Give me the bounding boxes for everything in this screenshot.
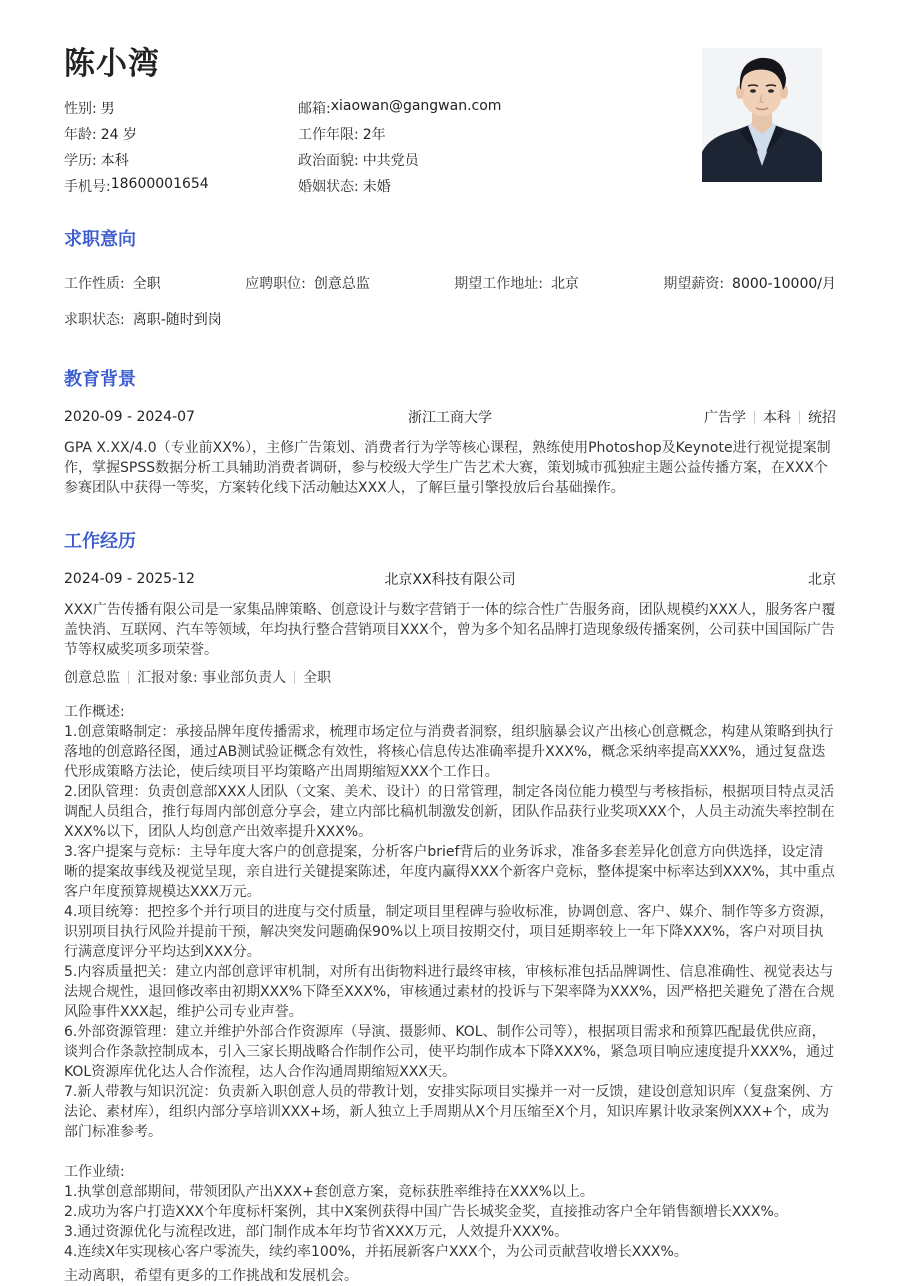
spacer bbox=[64, 1142, 836, 1162]
role-tags bbox=[64, 667, 331, 687]
gender-field bbox=[64, 98, 298, 118]
job-status-row bbox=[64, 309, 836, 329]
location-field bbox=[454, 273, 579, 293]
work-period: 2024-09 - 2025-12 bbox=[64, 571, 195, 587]
divider bbox=[294, 671, 295, 684]
personal-info bbox=[64, 95, 624, 199]
achievement-item: 1.执掌创意部期间，带领团队产出XXX+套创意方案，竞标获胜率维持在XXX%以上。 bbox=[64, 1184, 594, 1200]
major: 广告学 bbox=[704, 410, 746, 426]
education-header bbox=[64, 407, 836, 427]
work-header bbox=[64, 569, 836, 589]
years-value: 2年 bbox=[362, 127, 386, 143]
education-description bbox=[64, 438, 836, 498]
job-status-label: 求职状态: bbox=[64, 312, 125, 328]
phone-value[interactable]: 18600001654 bbox=[110, 176, 209, 192]
overview-item: 6.外部资源管理：建立并维护外部合作资源库（导演、摄影师、KOL、制作公司等），根据项目需求和预算匹配最优供应商，谈判合作条款控制成本，引入三家长期战略合作制作公司，使平均制作成本下降XXX%，紧急项目响应速度提升XXX%，通过KOL资源库优化达人合作流程，达人合作沟通周期缩短XXX天。 bbox=[64, 1024, 835, 1080]
job-type-field bbox=[64, 273, 161, 293]
email-value[interactable]: xiaowan@gangwan.com bbox=[330, 98, 502, 114]
leave-reason: 主动离职，希望有更多的工作挑战和发展机会。 bbox=[64, 1268, 358, 1284]
salary-value: 8000-10000/月 bbox=[732, 276, 836, 292]
degree: 本科 bbox=[763, 410, 791, 426]
company-description bbox=[64, 600, 836, 660]
section-title-education: 教育背景 bbox=[64, 369, 136, 390]
achievement-item: 4.连续X年实现核心客户零流失，续约率100%，并拓展新客户XXX个，为公司贡献营收增长XXX%。 bbox=[64, 1244, 688, 1260]
politics-label: 政治面貌: bbox=[298, 153, 359, 169]
divider bbox=[128, 671, 129, 684]
salary-label: 期望薪资: bbox=[663, 276, 725, 292]
overview-item: 3.客户提案与竞标：主导年度大客户的创意提案，分析客户brief背后的业务诉求，准备多套差异化创意方向供选择，设定清晰的提案故事线及视觉呈现，亲自进行关键提案陈述，年度内赢得XXX个新客户竞标，整体提案中标率达到XXX%，其中重点客户年度预算规模达XXX万元。 bbox=[64, 844, 835, 900]
position-value: 创意总监 bbox=[313, 276, 370, 292]
role-title: 创意总监 bbox=[64, 670, 120, 686]
gender-value: 男 bbox=[100, 101, 115, 117]
company-description-text: XXX广告传播有限公司是一家集品牌策略、创意设计与数字营销于一体的综合性广告服务商，团队规模约XXX人，服务客户覆盖快消、互联网、汽车等领域，年均执行整合营销项目XXX个，曾为多个知名品牌打造现象级传播案例，公司获中国国际广告节等权威奖项多项荣誉。 bbox=[64, 602, 836, 658]
section-title-work: 工作经历 bbox=[64, 531, 136, 552]
report-to: 汇报对象: 事业部负责人 bbox=[137, 670, 287, 686]
phone-field bbox=[64, 176, 298, 196]
overview-title: 工作概述: bbox=[64, 704, 125, 720]
overview-item: 4.项目统筹：把控多个并行项目的进度与交付质量，制定项目里程碑与验收标准，协调创意、客户、媒介、制作等多方资源，识别项目执行风险并提前干预，解决突发问题确保90%以上项目按期交付，项目延期率较上一年下降XXX%，客户对项目执行满意度评分平均达到XXX分。 bbox=[64, 904, 834, 960]
job-status-value: 离职-随时到岗 bbox=[132, 312, 222, 328]
salary-field bbox=[663, 273, 836, 293]
position-label: 应聘职位: bbox=[245, 276, 306, 292]
work-details bbox=[64, 702, 836, 1286]
email-field bbox=[298, 98, 501, 118]
marital-value: 未婚 bbox=[362, 179, 391, 195]
avatar-portrait bbox=[702, 48, 822, 182]
politics-value: 中共党员 bbox=[362, 153, 419, 169]
education-field bbox=[64, 150, 298, 170]
age-value: 24 岁 bbox=[100, 127, 137, 143]
work-city: 北京 bbox=[808, 572, 836, 588]
age-label: 年龄: bbox=[64, 127, 97, 143]
age-field bbox=[64, 124, 298, 144]
education-description-text: GPA X.XX/4.0（专业前XX%），主修广告策划、消费者行为学等核心课程，熟练使用Photoshop及Keynote进行视觉提案制作，掌握SPSS数据分析工具辅助消费者调研，参与校级大学生广告艺术大赛，策划城市孤独症主题公益传播方案，在XXX个参赛团队中获得一等奖，方案转化线下活动触达XXX人，了解巨量引擎投放后台基础操作。 bbox=[64, 440, 831, 496]
employment-type: 全职 bbox=[303, 670, 332, 686]
job-type-label: 工作性质: bbox=[64, 276, 125, 292]
education-value: 本科 bbox=[100, 153, 129, 169]
achievements-title: 工作业绩: bbox=[64, 1164, 125, 1180]
years-label: 工作年限: bbox=[298, 127, 359, 143]
section-title-intent: 求职意向 bbox=[64, 229, 136, 250]
location-label: 期望工作地址: bbox=[454, 276, 543, 292]
achievement-item: 3.通过资源优化与流程改进，部门制作成本年均节省XXX万元，人效提升XXX%。 bbox=[64, 1224, 569, 1240]
study-mode: 统招 bbox=[808, 410, 836, 426]
job-intent-row bbox=[64, 273, 836, 293]
school-name: 浙江工商大学 bbox=[408, 410, 492, 426]
job-status-field bbox=[64, 309, 222, 329]
years-field bbox=[298, 124, 386, 144]
achievement-item: 2.成功为客户打造XXX个年度标杆案例，其中X案例获得中国广告长城奖金奖，直接推动客户全年销售额增长XXX%。 bbox=[64, 1204, 788, 1220]
marital-field bbox=[298, 176, 391, 196]
profile-photo bbox=[702, 48, 822, 182]
candidate-name: 陈小湾 bbox=[64, 46, 160, 82]
education-period: 2020-09 - 2024-07 bbox=[64, 409, 195, 425]
position-field bbox=[245, 273, 370, 293]
overview-item: 5.内容质量把关：建立内部创意评审机制，对所有出街物料进行最终审核，审核标准包括品牌调性、信息准确性、视觉表达与法规合规性，退回修改率由初期XXX%下降至XXX%，审核通过素材的投诉与下架率降为XXX%，因严格把关避免了潜在合规风险事件XXX起，维护公司专业声誉。 bbox=[64, 964, 835, 1020]
email-label: 邮箱: bbox=[298, 101, 331, 117]
overview-item: 7.新人带教与知识沉淀：负责新入职创意人员的带教计划，安排实际项目实操并一对一反馈，建设创意知识库（复盘案例、方法论、素材库），组织内部分享培训XXX+场，新人独立上手周期从X个月压缩至X个月，知识库累计收录案例XXX+个，成为部门标准参考。 bbox=[64, 1084, 834, 1140]
gender-label: 性别: bbox=[64, 101, 97, 117]
phone-label: 手机号: bbox=[64, 179, 111, 195]
overview-item: 2.团队管理：负责创意部XXX人团队（文案、美术、设计）的日常管理，制定各岗位能力模型与考核指标，根据项目特点灵活调配人员组合，推行每周内部创意分享会，建立内部比稿机制激发创新，团队作品获行业奖项XXX个，人员主动流失率控制在XXX%以下，团队人均创意产出效率提升XXX%。 bbox=[64, 784, 835, 840]
location-value: 北京 bbox=[550, 276, 579, 292]
job-type-value: 全职 bbox=[132, 276, 161, 292]
overview-item: 1.创意策略制定：承接品牌年度传播需求，梳理市场定位与消费者洞察，组织脑暴会议产出核心创意概念，构建从策略到执行落地的创意路径图，通过AB测试验证概念有效性，将核心信息传达准确率提升XXX%，概念采纳率提高XXX%，通过复盘迭代形成策略方法论，使后续项目平均策略产出周期缩短XXX个工作日。 bbox=[64, 724, 834, 780]
politics-field bbox=[298, 150, 419, 170]
company-name: 北京XX科技有限公司 bbox=[384, 572, 516, 588]
education-label: 学历: bbox=[64, 153, 97, 169]
marital-label: 婚姻状态: bbox=[298, 179, 359, 195]
